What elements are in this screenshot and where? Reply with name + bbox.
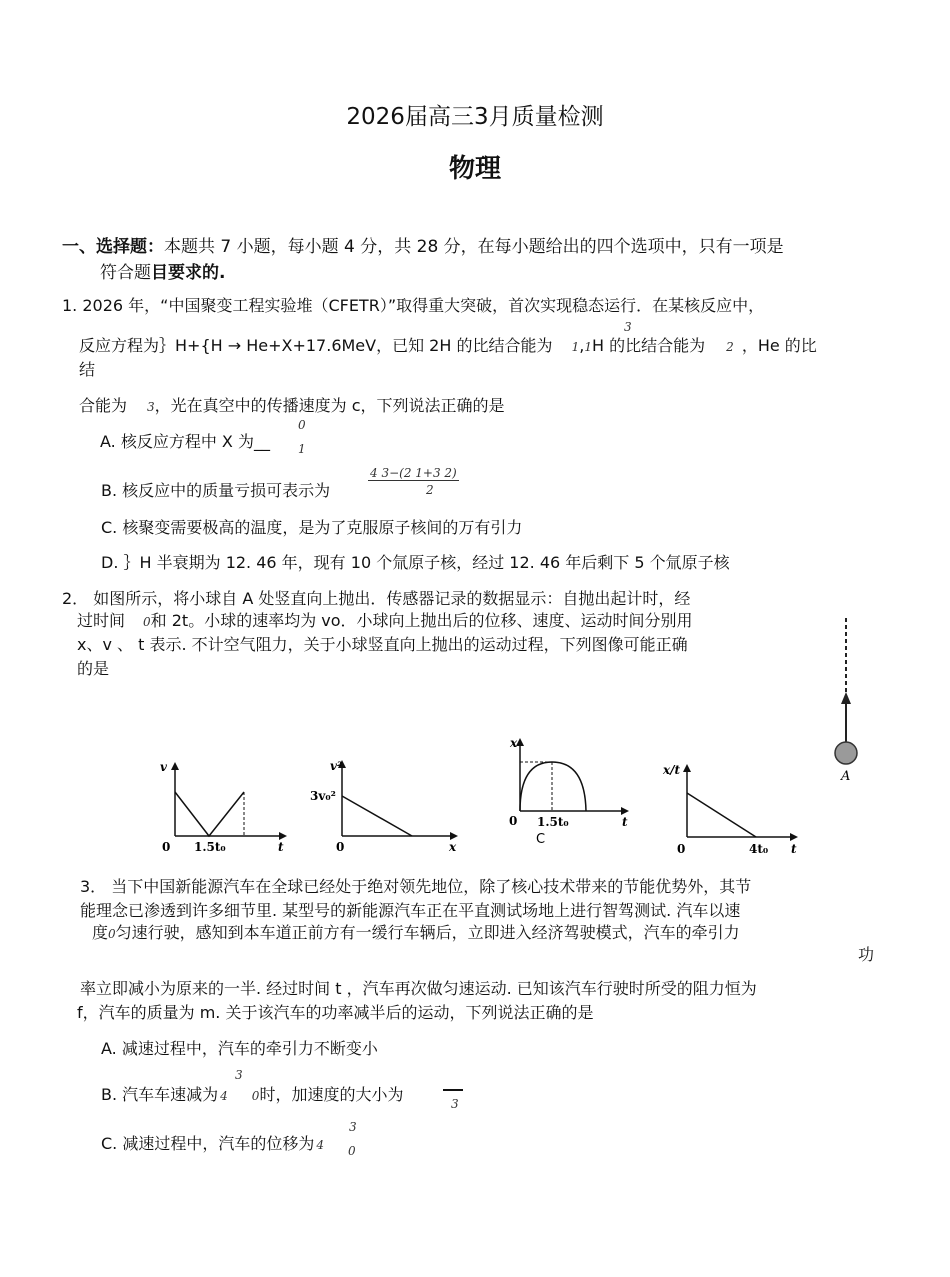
q3-B-sub: 0 [251, 1089, 260, 1103]
graph-v2-x [310, 756, 465, 860]
xt-t-line [687, 793, 756, 837]
x-label: t [622, 815, 628, 829]
origin-label: 0 [336, 840, 345, 854]
q1-line2-part: 反应方程为｝H+{H → He+X+17.6MeV，已知 2H 的比结合能为 [79, 336, 553, 355]
graph-xt-t [660, 760, 810, 860]
x-label: x [449, 840, 457, 854]
q3-option-C [101, 1134, 356, 1158]
q1-line4 [79, 396, 505, 417]
q1-line1: 1. 2026 年，“中国聚变工程实验堆（CFETR）”取得重大突破，首次实现稳态运行．在某核反应中， [62, 296, 765, 315]
q1-option-D: D. ｝H 半衰期为 12. 46 年，现有 10 个氚原子核，经过 12. 46 年后剩下 5 个氚原子核 [101, 553, 730, 572]
ball-label: A [841, 769, 851, 784]
q1-line2-part3: ，He 的比 [741, 336, 817, 355]
ball-throw-figure [820, 612, 870, 792]
q1-sub3: 3 [147, 400, 155, 414]
q1-sup3: 3 [624, 320, 632, 334]
q1-A-sub: 1 [298, 442, 306, 456]
q3-B-part: B. 汽车车速减为 [101, 1085, 219, 1104]
q3-line3-part: 度 [92, 923, 109, 942]
q2-line2 [77, 611, 693, 632]
graph-caption: C [536, 832, 546, 847]
q3-line4: 率立即减小为原来的一半. 经过时间 t ，汽车再次做匀速运动. 已知该汽车行驶时所受的阻力恒为 [80, 979, 757, 998]
q1-option-C: C. 核聚变需要极高的温度，是为了克服原子核间的万有引力 [101, 518, 523, 537]
q3-option-A: A. 减速过程中，汽车的牵引力不断变小 [101, 1039, 378, 1058]
q1-line2 [79, 336, 817, 357]
q3-line1: 3． 当下中国新能源汽车在全球已经处于绝对领先地位，除了核心技术带来的节能优势外，其节 [80, 877, 752, 896]
q3-line3-end: 功 [858, 945, 875, 964]
q3-B-part2: 时，加速度的大小为 [259, 1085, 404, 1104]
section-desc-line2 [100, 262, 225, 284]
x-axis-arrow-icon [450, 832, 458, 840]
section-desc-bold: 目要求的. [151, 263, 226, 283]
q1-sub1: 1 [571, 340, 580, 354]
q1-comma: , [579, 336, 585, 355]
x-tick-label: 1.5t₀ [537, 815, 569, 829]
q3-C-sub: 0 [348, 1144, 356, 1158]
section-label: 一、选择题： [62, 237, 164, 257]
up-arrow-icon [841, 692, 851, 704]
y-axis-arrow-icon [516, 738, 524, 746]
q3-line2: 能理念已渗透到许多细节里. 某型号的新能源汽车正在平直测试场地上进行智驾测试. 汽车以速 [80, 901, 741, 920]
x-label: t [791, 842, 797, 856]
q3-B-frac-bot: 3 [451, 1097, 459, 1111]
q1-line2-part2: H 的比结合能为 [591, 336, 706, 355]
x-t-curve [520, 762, 586, 811]
y-label: v [160, 760, 167, 774]
section-desc: 本题共 7 小题，每小题 4 分，共 28 分，在每小题给出的四个选项中，只有一项是 [164, 237, 784, 257]
y-axis-arrow-icon [171, 762, 179, 770]
q3-option-B [101, 1085, 403, 1106]
x-label: t [278, 840, 284, 854]
q2-line1: 2． 如图所示，将小球自 A 处竖直向上抛出．传感器记录的数据显示：自抛出起计时，经 [62, 589, 691, 608]
q1-line3: 结 [79, 360, 96, 379]
q2-line2-part2: 和 2t。小球的速率均为 vo．小球向上抛出后的位移、速度、运动时间分别用 [150, 611, 693, 630]
graph-v-t [150, 760, 290, 860]
y-label: x [510, 736, 518, 750]
q3-sub0: 0 [108, 927, 116, 941]
q1-B-frac-top: 4 3−(2 1+3 2) [370, 466, 457, 480]
y-label: x/t [663, 763, 681, 777]
section-desc-part: 符合题 [100, 263, 151, 283]
q1-A-sup: 0 [298, 418, 306, 432]
q2-line2-part: 过时间 [77, 611, 126, 630]
page-title: 2026届高三3月质量检测 [346, 104, 604, 130]
origin-label: 0 [162, 840, 171, 854]
q1-B-frac-bot: 2 [426, 483, 434, 497]
origin-label: 0 [677, 842, 686, 856]
y-tick-label: 3v₀² [310, 789, 336, 803]
q1-option-A: A. 核反应方程中 X 为__ [100, 432, 270, 451]
q1-sub2: 2 [726, 340, 734, 354]
q1-line4-part2: ，光在真空中的传播速度为 c，下列说法正确的是 [154, 396, 505, 415]
q3-B-den: 4 [220, 1089, 228, 1103]
graph-x-t [500, 732, 640, 850]
x-tick-label: 4t₀ [749, 842, 769, 856]
y-axis-arrow-icon [683, 764, 691, 772]
q3-C-num: 3 [349, 1120, 357, 1134]
q2-line3: x、v 、 t 表示. 不计空气阻力，关于小球竖直向上抛出的运动过程，下列图像可能正确 [77, 635, 688, 654]
q3-line3 [92, 923, 740, 944]
x-axis-arrow-icon [621, 807, 629, 815]
q3-line3-part2: 匀速行驶，感知到本车道正前方有一缓行车辆后，立即进入经济驾驶模式，汽车的牵引力 [115, 923, 740, 942]
q1-line4-part: 合能为 [79, 396, 128, 415]
q3-B-num: 3 [235, 1068, 243, 1082]
q3-C-den: 4 [316, 1138, 324, 1152]
x-tick-label: 1.5t₀ [194, 840, 226, 854]
v-t-curve [175, 792, 244, 836]
q3-C-part: C. 减速过程中，汽车的位移为 [101, 1134, 315, 1153]
q1-sub1b: 1 [584, 340, 592, 354]
x-axis-arrow-icon [279, 832, 287, 840]
q1-option-B: B. 核反应中的质量亏损可表示为 [101, 481, 331, 500]
y-label: v² [330, 759, 343, 773]
q2-sub0: 0 [143, 615, 151, 629]
x-axis-arrow-icon [790, 833, 798, 841]
q3-B-frac-line [443, 1089, 463, 1091]
section-heading [62, 236, 784, 258]
origin-label: 0 [509, 814, 518, 828]
v2-x-line [342, 796, 412, 836]
ball-icon [835, 742, 857, 764]
q2-line4: 的是 [77, 659, 110, 678]
q3-line5: f，汽车的质量为 m. 关于该汽车的功率减半后的运动，下列说法正确的是 [77, 1003, 594, 1022]
subject-title: 物理 [448, 154, 501, 184]
